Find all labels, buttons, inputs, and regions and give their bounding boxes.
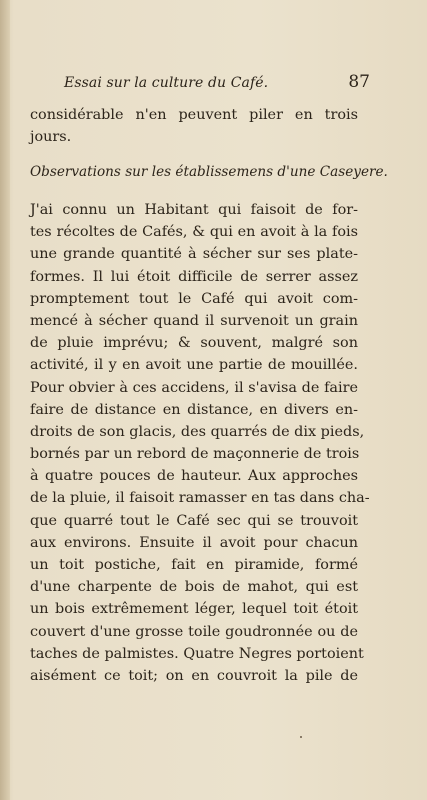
ink-speck — [300, 736, 302, 738]
continuation-text — [30, 104, 358, 148]
text-line: que quarré tout le Café sec qui se trouvoit — [30, 512, 358, 529]
text-line: promptement tout le Café qui avoit com- — [30, 290, 358, 307]
text-line: un bois extrêmement léger, lequel toit étoit — [30, 601, 358, 618]
text-line: faire de distance en distance, en divers en- — [30, 401, 358, 418]
text-line: jours. — [30, 129, 72, 146]
text-line: couvert d'une grosse toile goudronnée ou de — [30, 623, 358, 640]
text-line: formes. Il lui étoit difficile de serrer assez — [30, 268, 358, 285]
text-line: bornés par un rebord de maçonnerie de trois — [30, 446, 360, 463]
text-line: à quatre pouces de hauteur. Aux approches — [30, 468, 358, 485]
text-line: mencé à sécher quand il survenoit un grain — [30, 312, 358, 329]
text-line: J'ai connu un Habitant qui faisoit de for- — [30, 202, 358, 218]
running-title: Essai sur la culture du Café. — [64, 75, 269, 91]
paragraph — [30, 199, 370, 687]
text-line: activité, il y en avoit une partie de mouillée. — [30, 357, 358, 374]
text-line: d'une charpente de bois de mahot, qui est — [30, 579, 358, 596]
section-heading: Observations sur les établissemens d'une Caseyere. — [30, 164, 388, 180]
page-header — [64, 72, 370, 94]
text-line: aisément ce toit; on en couvroit la pile de — [30, 667, 358, 684]
text-line: considérable n'en peuvent piler en trois — [30, 107, 358, 123]
text-line: de la pluie, il faisoit ramasser en tas dans cha- — [30, 490, 370, 507]
text-line: Pour obvier à ces accidens, il s'avisa de faire — [30, 379, 358, 396]
page-number: 87 — [348, 72, 370, 92]
text-line: une grande quantité à sécher sur ses plate- — [30, 246, 358, 263]
text-line: un toit postiche, fait en piramide, formé — [30, 557, 358, 573]
text-line: aux environs. Ensuite il avoit pour chacun — [30, 534, 358, 551]
text-line: de pluie imprévu; & souvent, malgré son — [30, 335, 358, 352]
text-line: droits de son glacis, des quarrés de dix pieds, — [30, 423, 365, 440]
page-binding-shadow — [0, 0, 10, 800]
text-line: tes récoltes de Cafés, & qui en avoit à la fois — [30, 224, 358, 241]
text-line: taches de palmistes. Quatre Negres portoient — [30, 645, 364, 662]
